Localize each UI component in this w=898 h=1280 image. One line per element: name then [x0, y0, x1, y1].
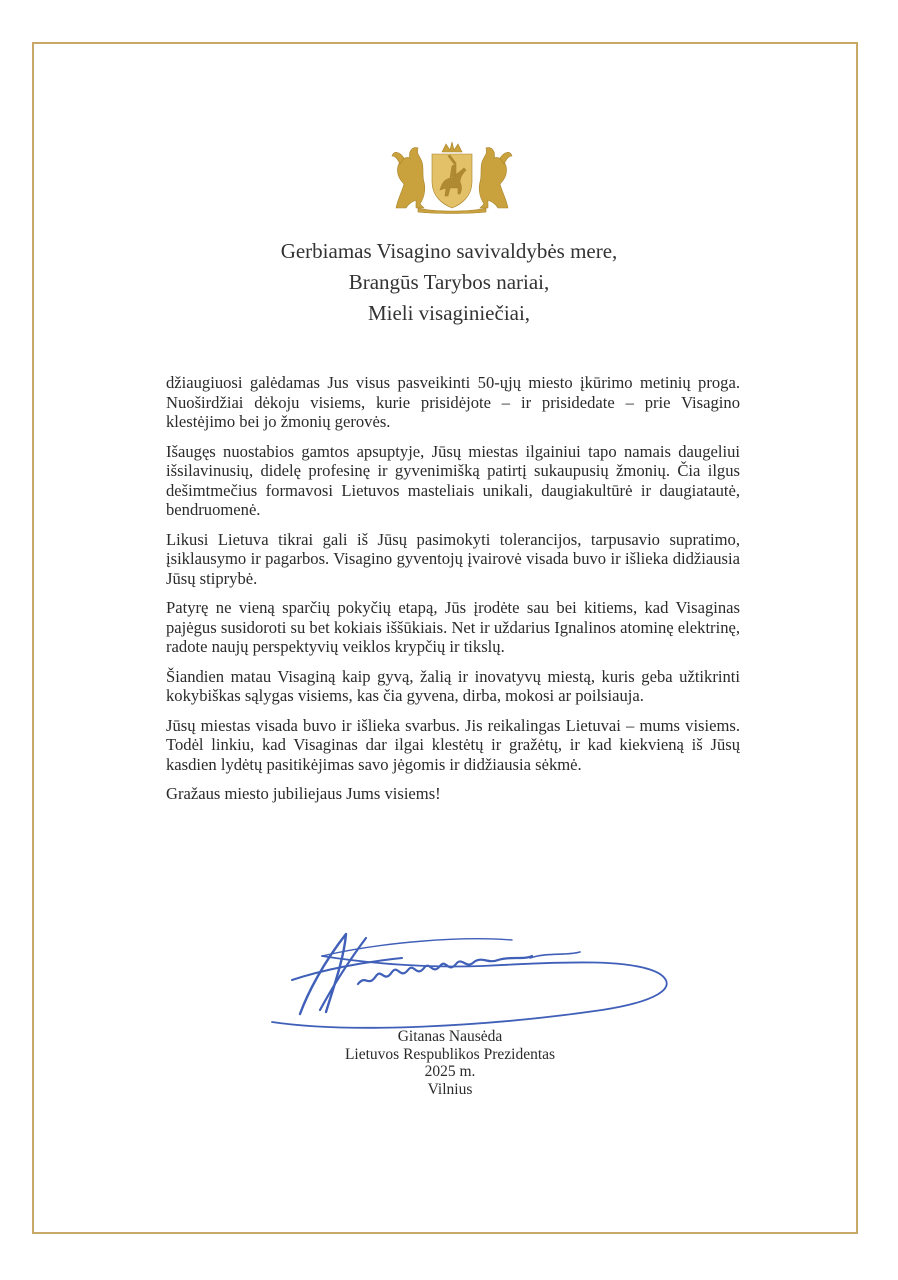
paragraph-2: Išaugęs nuostabios gamtos apsuptyje, Jūsų miestas ilgainiui tapo namais daugeliui išsilavinusių, didelę profesinę ir gyvenimišką patirtį sukaupusių žmonių. Čia ilgus dešimtmečius formavosi Lietuvos masteliais unikali, daugiakultūrė ir daugiatautė, bendruomenė.: [166, 441, 740, 519]
salutation-line-council: Brangūs Tarybos nariai,: [348, 270, 550, 294]
letter-body: [166, 373, 740, 814]
signer-name: Gitanas Nausėda: [397, 1028, 503, 1045]
salutation-line-residents: Mieli visaginiečiai,: [367, 301, 531, 325]
paragraph-1: džiaugiuosi galėdamas Jus visus pasveikinti 50-ųjų miesto įkūrimo metinių proga. Nuoširdžiai dėkoju visiems, kurie prisidėjote – ir prisidedate – prie Visagino klestėjimo bei jo žmonių gerovės.: [166, 373, 740, 431]
paragraph-6: Jūsų miestas visada buvo ir išlieka svarbus. Jis reikalingas Lietuvai – mums visiems. Todėl linkiu, kad Visaginas dar ilgai klestėtų ir gražėtų, ir kad kiekvieną iš Jūsų kasdien lydėtų pasitikėjimas savo jėgomis ir didžiausia sėkmė.: [166, 715, 740, 774]
signer-block: [300, 1028, 600, 1098]
paragraph-4: Patyrę ne vieną sparčių pokyčių etapą, Jūs įrodėte sau bei kitiems, kad Visaginas pajėgus susidoroti su bet kokiais iššūkiais. Net ir uždarius Ignalinos atominę elektrinę, radote naujų perspektyvių veiklos krypčių ir tikslų.: [166, 598, 740, 656]
coat-of-arms-icon: [390, 138, 514, 214]
salutation: [0, 236, 898, 329]
letter-year: 2025 m.: [424, 1063, 476, 1080]
letter-place: Vilnius: [427, 1080, 473, 1098]
closing-line: Gražaus miesto jubiliejaus Jums visiems!: [166, 784, 441, 803]
paragraph-5: Šiandien matau Visaginą kaip gyvą, žalią ir inovatyvų miestą, kuris geba užtikrinti kokybiškas sąlygas visiems, kas čia gyvena, dirba, mokosi ar poilsiauja.: [166, 666, 740, 705]
signer-title: Lietuvos Respublikos Prezidentas: [344, 1045, 556, 1063]
salutation-line-mayor: Gerbiamas Visagino savivaldybės mere,: [280, 239, 618, 263]
signature-icon: [262, 922, 682, 1034]
paragraph-3: Likusi Lietuva tikrai gali iš Jūsų pasimokyti tolerancijos, tarpusavio supratimo, įsiklausymo ir pagarbos. Visagino gyventojų įvairovė visada buvo ir išlieka didžiausia Jūsų stiprybė.: [166, 529, 740, 588]
